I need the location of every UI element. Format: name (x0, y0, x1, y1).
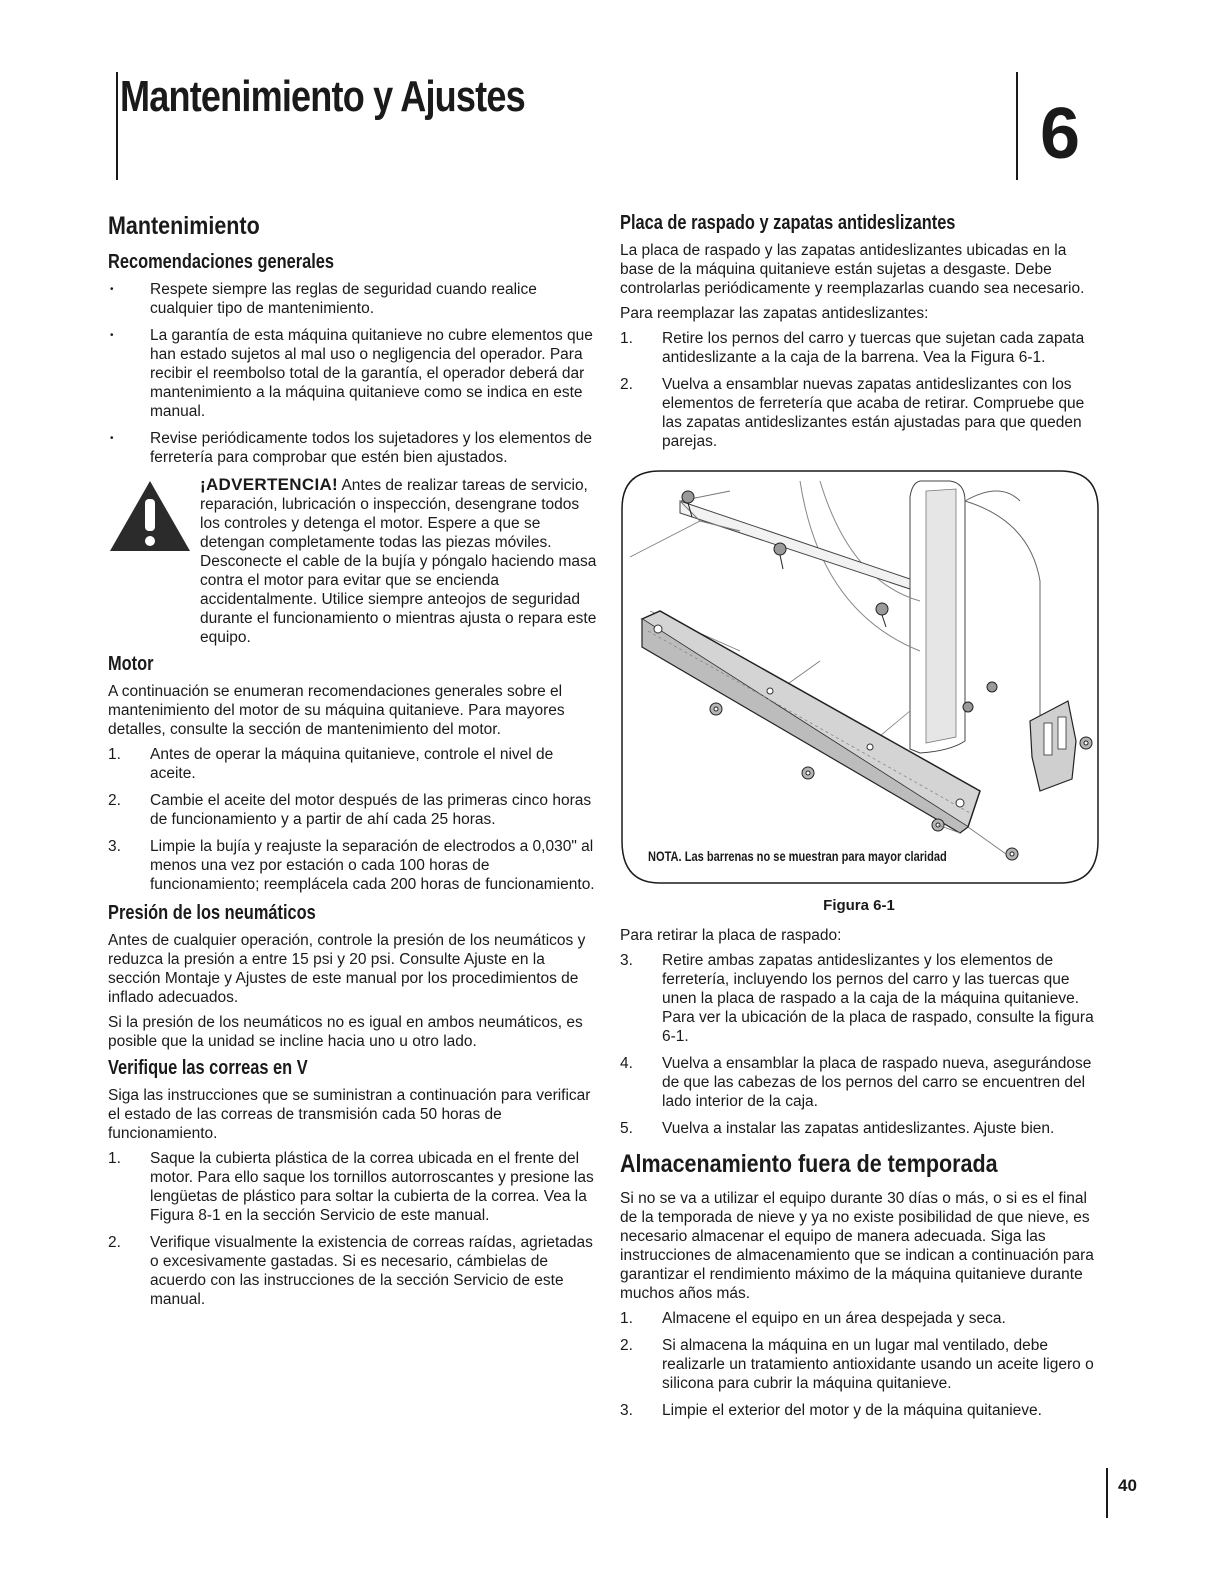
correas-intro: Siga las instrucciones que se suministran a continuación para verificar el estado de las correas de transmisión cada 50 horas de funcionamiento. (108, 1087, 591, 1142)
left-column (108, 212, 598, 1317)
presion-paragraph: Antes de cualquier operación, controle la presión de los neumáticos y reduzca la presión a entre 15 psi y 20 psi. Consulte Ajuste en la sección Montaje y Ajustes de este manual por los procedimientos de inflado adecuados. (108, 932, 586, 1006)
step-text: Retire ambas zapatas antideslizantes y los elementos de ferretería, incluyendo los pernos del carro y las tuercas que unen la placa de raspado a la caja de la máquina quitanieve. Para ver la ubicación de la placa de raspado, consulte la figura 6-1. (662, 952, 1094, 1045)
chapter-number: 6 (1040, 94, 1081, 174)
step-text: Vuelva a instalar las zapatas antideslizantes. Ajuste bien. (662, 1120, 1055, 1137)
motor-intro: A continuación se enumeran recomendaciones generales sobre el mantenimiento del motor de su máquina quitanieve. Para mayores detalles, consulte la sección de mantenimiento del motor. (108, 683, 565, 738)
heading-correas: Verifique las correas en V (108, 1057, 308, 1079)
step-text: Almacene el equipo en un área despejada y seca. (662, 1310, 1006, 1327)
page-number-rule (1106, 1468, 1108, 1518)
chapter-rule (1016, 72, 1018, 180)
step-number: 2. (108, 792, 121, 809)
step-number: 3. (108, 838, 121, 855)
warning-text (200, 475, 598, 647)
step-text: Retire los pernos del carro y tuercas que sujetan cada zapata antideslizante a la caja de la barrena. Vea la Figura 6-1. (662, 330, 1085, 366)
list-item (108, 1149, 598, 1225)
heading-almacenamiento: Almacenamiento fuera de temporada (620, 1150, 998, 1178)
list-item (108, 1233, 598, 1309)
almacenamiento-steps (620, 1309, 1098, 1420)
warning-label: ¡ADVERTENCIA! (200, 475, 339, 494)
list-item (620, 1309, 1098, 1328)
list-item (108, 745, 598, 783)
heading-placa: Placa de raspado y zapatas antideslizantes (620, 212, 956, 234)
step-number: 1. (620, 1310, 633, 1327)
title-rule (116, 72, 118, 180)
heading-recomendaciones: Recomendaciones generales (108, 251, 335, 273)
step-text: Verifique visualmente la existencia de correas raídas, agrietadas o excesivamente gastadas. Si es necesario, cámbielas de acuerdo con las instrucciones de la sección Servicio de este manual. (150, 1234, 593, 1308)
list-item (620, 329, 1098, 367)
zapatas-lead: Para reemplazar las zapatas antideslizantes: (620, 305, 929, 322)
step-text: Antes de operar la máquina quitanieve, controle el nivel de aceite. (150, 746, 554, 782)
heading-motor: Motor (108, 653, 154, 675)
list-item: • Respete siempre las reglas de seguridad cuando realice cualquier tipo de mantenimiento. (108, 280, 598, 318)
correas-steps (108, 1149, 598, 1309)
step-text: Vuelva a ensamblar la placa de raspado nueva, asegurándose de que las cabezas de los pernos del carro se encuentren del lado interior de la caja. (662, 1055, 1092, 1110)
step-text: Limpie el exterior del motor y de la máquina quitanieve. (662, 1402, 1042, 1419)
figure-note: NOTA. Las barrenas no se muestran para mayor claridad (648, 849, 947, 864)
step-number: 2. (620, 1337, 633, 1354)
chapter-title: Mantenimiento y Ajustes (120, 72, 525, 121)
presion-paragraph: Si la presión de los neumáticos no es igual en ambos neumáticos, es posible que la unidad se incline hacia uno u otro lado. (108, 1014, 583, 1050)
warning-block (108, 475, 598, 647)
step-text: Cambie el aceite del motor después de las primeras cinco horas de funcionamiento y a partir de ahí cada 25 horas. (150, 792, 592, 828)
list-item (620, 1054, 1098, 1111)
motor-steps (108, 745, 598, 894)
figure-caption: Figura 6-1 (823, 897, 895, 914)
figure-6-1 (620, 461, 1100, 891)
list-item (108, 791, 598, 829)
list-item (108, 837, 598, 894)
list-item: • Revise periódicamente todos los sujetadores y los elementos de ferretería para comprobar que estén bien ajustados. (108, 429, 598, 467)
placa-lead: Para retirar la placa de raspado: (620, 927, 842, 944)
almacenamiento-intro: Si no se va a utilizar el equipo durante 30 días o más, o si es el final de la temporada de nieve y ya no existe posibilidad de que nieve, es necesario almacenar el equipo de manera adecuada. Siga las instrucciones de almacenamiento que se indican a continuación para garantizar el rendimiento máximo de la máquina quitanieve durante muchos años más. (620, 1190, 1094, 1302)
scraper-plate-illustration (620, 461, 1100, 891)
step-text: Saque la cubierta plástica de la correa ubicada en el frente del motor. Para ello saque los tornillos autorroscantes y presione las lengüetas de plástico para soltar la cubierta de la correa. Vea la Figura 8-1 en la sección Servicio de este manual. (150, 1150, 594, 1224)
right-column (620, 212, 1098, 1428)
step-text: Si almacena la máquina en un lugar mal ventilado, debe realizarle un tratamiento antioxidante usando un aceite ligero o silicona para cubrir la máquina quitanieve. (662, 1337, 1094, 1392)
step-number: 3. (620, 952, 633, 969)
step-number: 2. (108, 1234, 121, 1251)
step-number: 2. (620, 376, 633, 393)
zapatas-steps (620, 329, 1098, 451)
step-text: Vuelva a ensamblar nuevas zapatas antideslizantes con los elementos de ferretería que acaba de retirar. Compruebe que las zapatas antideslizantes están ajustadas para que queden parejas. (662, 376, 1085, 450)
step-number: 1. (620, 330, 633, 347)
step-text: Limpie la bujía y reajuste la separación de electrodos a 0,030" al menos una vez por estación o cada 100 horas de funcionamiento; reemplácela cada 200 horas de funcionamiento. (150, 838, 595, 893)
step-number: 4. (620, 1055, 633, 1072)
page-number: 40 (1118, 1476, 1137, 1495)
warning-body: Antes de realizar tareas de servicio, reparación, lubricación o inspección, desengrane todos los controles y detenga el motor. Espere a que se detengan completamente todas las piezas móviles. Desconecte el cable de la bujía y póngalo haciendo masa contra el motor para evitar que se encienda accidentalmente. Utilice siempre anteojos de seguridad durante el funcionamiento o mientras ajusta o repara este equipo. (200, 477, 597, 646)
placa-intro: La placa de raspado y las zapatas antideslizantes ubicadas en la base de la máquina quitanieve están sujetas a desgaste. Debe controlarlas periódicamente y reemplazarlas cuando sea necesario. (620, 242, 1085, 297)
heading-presion: Presión de los neumáticos (108, 902, 316, 924)
warning-triangle-icon (108, 479, 192, 553)
step-number: 1. (108, 746, 121, 763)
step-number: 3. (620, 1402, 633, 1419)
list-item (620, 951, 1098, 1046)
heading-mantenimiento: Mantenimiento (108, 212, 260, 240)
list-item (620, 1401, 1098, 1420)
list-item (620, 1336, 1098, 1393)
recommendations-list (108, 280, 598, 467)
step-number: 1. (108, 1150, 121, 1167)
list-item (620, 1119, 1098, 1138)
placa-steps (620, 951, 1098, 1138)
list-item (620, 375, 1098, 451)
step-number: 5. (620, 1120, 633, 1137)
list-item: • La garantía de esta máquina quitanieve no cubre elementos que han estado sujetos al mal uso o negligencia del operador. Para recibir el reembolso total de la garantía, el operador deberá dar mantenimiento a la máquina quitanieve como se indica en este manual. (108, 326, 598, 421)
